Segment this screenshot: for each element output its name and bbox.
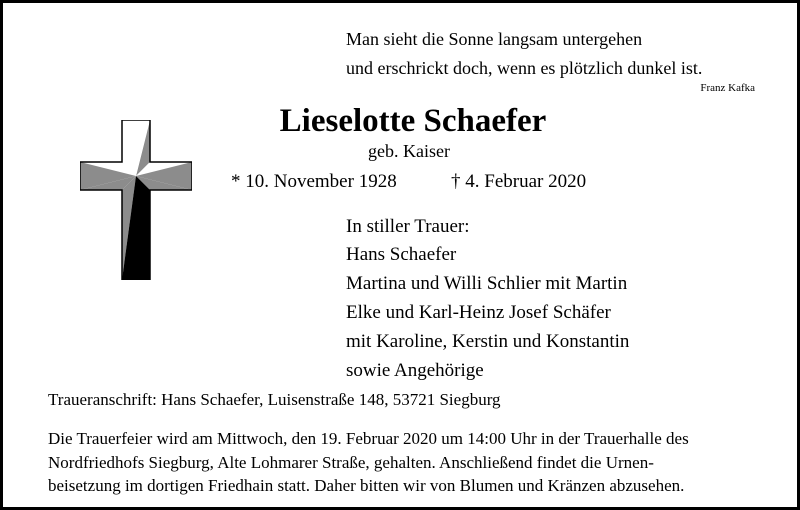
death-date: † 4. Februar 2020 bbox=[451, 171, 587, 192]
ceremony-line: Die Trauerfeier wird am Mittwoch, den 19. Februar 2020 um 14:00 Uhr in der Trauerhalle des bbox=[48, 429, 689, 448]
mourner-entry: Elke und Karl-Heinz Josef Schäfer bbox=[346, 302, 611, 323]
quote-author: Franz Kafka bbox=[700, 82, 755, 94]
deceased-name: Lieselotte Schaefer bbox=[279, 103, 547, 139]
mourning-address: Traueranschrift: Hans Schaefer, Luisenstraße 148, 53721 Siegburg bbox=[48, 390, 501, 409]
mourner-entry: Hans Schaefer bbox=[346, 244, 457, 265]
maiden-name: geb. Kaiser bbox=[368, 141, 450, 161]
mourners-intro: In stiller Trauer: bbox=[346, 216, 470, 237]
ceremony-text bbox=[48, 427, 689, 498]
mourner-entry: Martina und Willi Schlier mit Martin bbox=[346, 273, 628, 294]
kafka-quote bbox=[346, 25, 702, 83]
cross-icon bbox=[80, 120, 192, 280]
birth-date: * 10. November 1928 bbox=[231, 171, 397, 192]
quote-line: Man sieht die Sonne langsam untergehen bbox=[346, 29, 643, 49]
mourner-entry: mit Karoline, Kerstin und Konstantin bbox=[346, 331, 630, 352]
ceremony-line: Nordfriedhofs Siegburg, Alte Lohmarer Straße, gehalten. Anschließend findet die Urnen- bbox=[48, 452, 654, 472]
quote-line: und erschrickt doch, wenn es plötzlich dunkel ist. bbox=[346, 58, 703, 78]
ceremony-line: beisetzung im dortigen Friedhain statt. Daher bitten wir von Blumen und Kränzen abzusehen. bbox=[48, 476, 685, 495]
mourner-entry: sowie Angehörige bbox=[346, 360, 484, 381]
mourners-list bbox=[346, 240, 629, 385]
